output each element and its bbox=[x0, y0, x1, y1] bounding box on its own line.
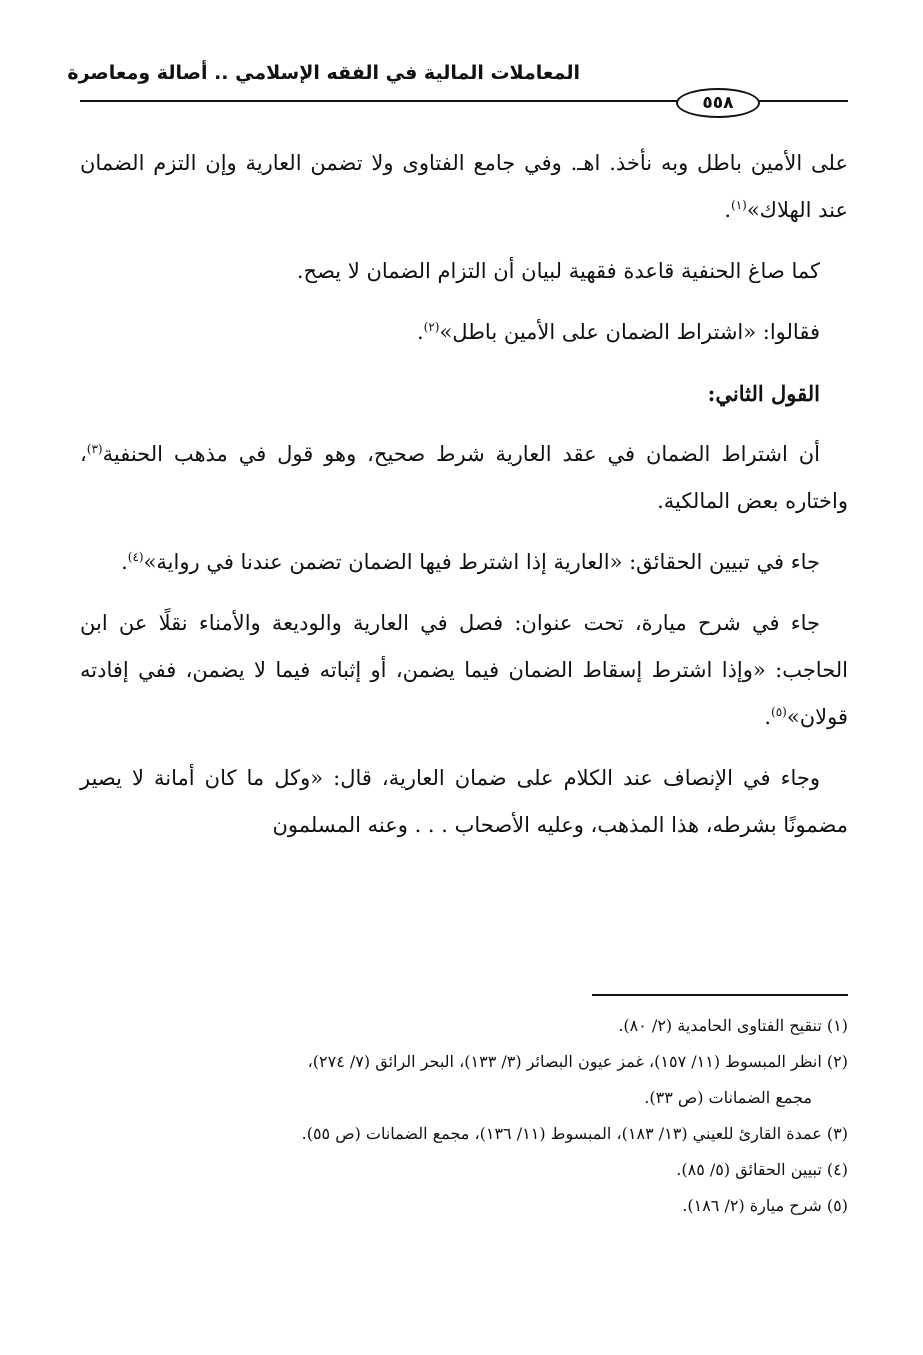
paragraph-5-end: . bbox=[121, 550, 128, 574]
footnote-2: (٢) انظر المبسوط (١١/ ١٥٧)، غمز عيون البصائر (٣/ ١٣٣)، البحر الرائق (٧/ ٢٧٤)، bbox=[307, 1052, 848, 1071]
paragraph-5-text: جاء في تبيين الحقائق: «العارية إذا اشترط فيها الضمان تضمن عندنا في رواية» bbox=[143, 550, 820, 574]
paragraph-4 bbox=[80, 431, 848, 525]
paragraph-7: وجاء في الإنصاف عند الكلام على ضمان العارية، قال: «وكل ما كان أمانة لا يصير مضمونًا بشرطه، هذا المذهب، وعليه الأصحاب . . . وعنه المسلمون bbox=[80, 766, 848, 837]
paragraph-3 bbox=[80, 309, 848, 356]
paragraph-3-end: . bbox=[416, 320, 424, 344]
footnote-ref-2: (٢) bbox=[423, 320, 440, 334]
footnote-5: (٥) شرح ميارة (٢/ ١٨٦). bbox=[682, 1196, 848, 1215]
paragraph-6 bbox=[80, 600, 848, 741]
paragraph-1-text: على الأمين باطل وبه نأخذ. اهـ. وفي جامع الفتاوى ولا تضمن العارية وإن التزم الضمان عند الهلاك» bbox=[80, 151, 848, 222]
footnote-separator bbox=[592, 994, 848, 996]
footnote-ref-4: (٤) bbox=[127, 550, 144, 564]
paragraph-1-end: . bbox=[724, 198, 731, 222]
footnote-2-continued: مجمع الضمانات (ص ٣٣). bbox=[644, 1088, 812, 1107]
footnote-ref-5: (٥) bbox=[771, 705, 787, 719]
paragraph-6-text: جاء في شرح ميارة، تحت عنوان: فصل في العارية والوديعة والأمناء نقلًا عن ابن الحاجب: «وإذا اشترط إسقاط الضمان فيما يضمن، أو إثباته فيما لا يضمن، ففي إفادته قولان» bbox=[80, 611, 848, 729]
running-header-title: المعاملات المالية في الفقه الإسلامي .. أصالة ومعاصرة bbox=[67, 62, 580, 84]
footnote-1: (١) تنقيح الفتاوى الحامدية (٢/ ٨٠). bbox=[618, 1016, 848, 1035]
paragraph-3-text: فقالوا: «اشتراط الضمان على الأمين باطل» bbox=[439, 320, 820, 344]
footnotes bbox=[80, 1010, 848, 1226]
footnote-ref-3: (٣) bbox=[86, 442, 103, 456]
footnote-4: (٤) تبيين الحقائق (٥/ ٨٥). bbox=[676, 1160, 848, 1179]
main-text bbox=[80, 140, 848, 863]
section-heading: القول الثاني: bbox=[707, 381, 820, 406]
paragraph-1 bbox=[80, 140, 848, 234]
paragraph-4-text-cont: ، واختاره بعض المالكية. bbox=[80, 442, 848, 513]
page-number-badge: ٥٥٨ bbox=[676, 88, 760, 118]
paragraph-5 bbox=[80, 539, 848, 586]
footnote-ref-1: (١) bbox=[731, 198, 747, 212]
paragraph-4-text: أن اشتراط الضمان في عقد العارية شرط صحيح، وهو قول في مذهب الحنفية bbox=[102, 442, 820, 466]
paragraph-6-end: . bbox=[764, 705, 772, 729]
paragraph-2: كما صاغ الحنفية قاعدة فقهية لبيان أن التزام الضمان لا يصح. bbox=[296, 259, 820, 283]
footnote-3: (٣) عمدة القارئ للعيني (١٣/ ١٨٣)، المبسوط (١١/ ١٣٦)، مجمع الضمانات (ص ٥٥). bbox=[301, 1124, 848, 1143]
